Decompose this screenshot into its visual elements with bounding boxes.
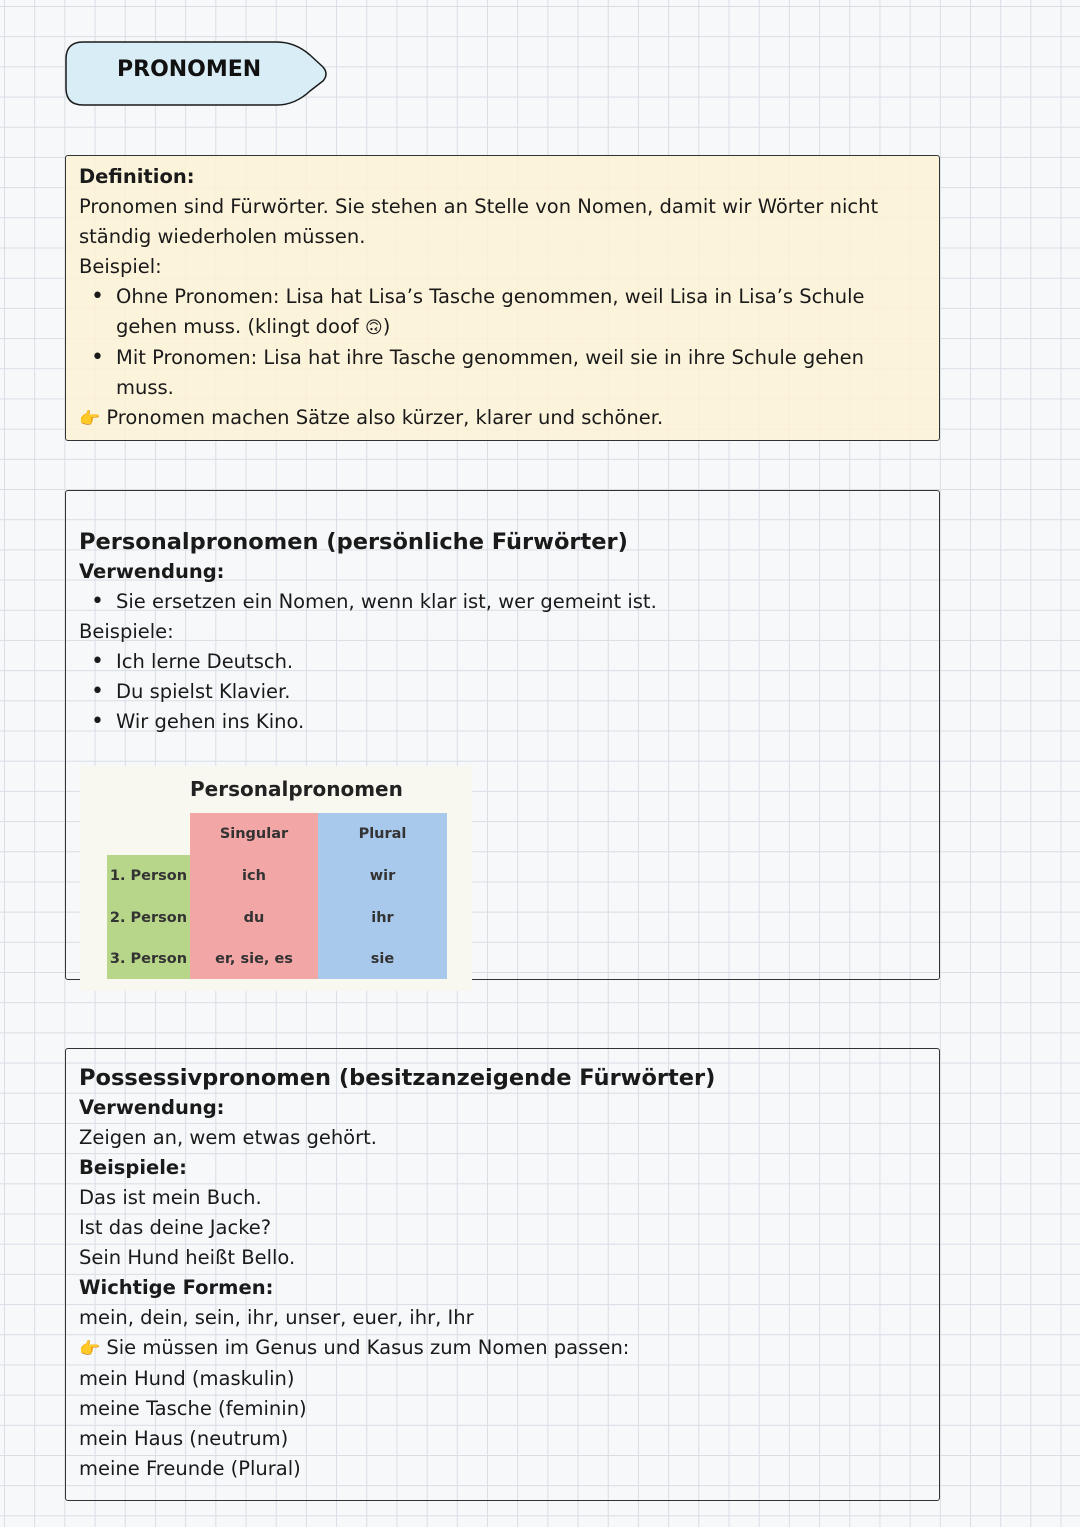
table-cell: ihr xyxy=(318,897,447,939)
pointing-hand-icon: 👉 xyxy=(79,409,101,429)
example-line: Sein Hund heißt Bello. xyxy=(79,1246,296,1269)
upside-down-face-icon: 🙃 xyxy=(364,318,383,338)
form-example: meine Freunde (Plural) xyxy=(79,1457,301,1480)
forms-label: Wichtige Formen: xyxy=(79,1276,274,1299)
table-cell: du xyxy=(190,897,318,939)
table-cell: wir xyxy=(318,855,447,897)
header-plural: Plural xyxy=(318,813,447,855)
header-singular: Singular xyxy=(190,813,318,855)
conclusion: 👉 Pronomen machen Sätze also kürzer, klarer und schöner. xyxy=(79,406,664,429)
list-item: • Sie ersetzen ein Nomen, wenn klar ist, wer gemeint ist. xyxy=(79,587,926,617)
list-item: • Du spielst Klavier. xyxy=(79,677,926,707)
definition-text: Pronomen sind Fürwörter. Sie stehen an Stelle von Nomen, damit wir Wörter nicht ständig wiederholen müssen. xyxy=(79,195,879,248)
list-item: • Wir gehen ins Kino. xyxy=(79,707,926,737)
rule-line: 👉 Sie müssen im Genus und Kasus zum Nomen passen: xyxy=(79,1336,630,1359)
table-cell: ich xyxy=(190,855,318,897)
list-item: • Mit Pronomen: Lisa hat ihre Tasche genommen, weil sie in ihre Schule gehen muss. xyxy=(79,343,926,403)
personal-pronouns-box xyxy=(65,490,940,980)
personal-pronoun-table xyxy=(80,766,472,991)
form-example: mein Haus (neutrum) xyxy=(79,1427,289,1450)
possessive-pronouns-box xyxy=(65,1048,940,1501)
definition-heading: Definition: xyxy=(79,165,195,188)
table-title: Personalpronomen xyxy=(190,777,403,801)
usage-label: Verwendung: xyxy=(79,560,225,583)
definition-box xyxy=(65,155,940,441)
page-title: PRONOMEN xyxy=(117,57,262,82)
row-label: 3. Person xyxy=(107,939,190,979)
forms-text: mein, dein, sein, ihr, unser, euer, ihr, Ihr xyxy=(79,1306,474,1329)
section-title: Possessivpronomen (besitzanzeigende Fürwörter) xyxy=(79,1065,716,1091)
example-line: Ist das deine Jacke? xyxy=(79,1216,272,1239)
form-example: mein Hund (maskulin) xyxy=(79,1367,295,1390)
row-label: 2. Person xyxy=(107,897,190,939)
pointing-hand-icon: 👉 xyxy=(79,1339,101,1359)
list-item: • Ohne Pronomen: Lisa hat Lisa’s Tasche genommen, weil Lisa in Lisa’s Schule gehen muss. (klingt doof 🙃) xyxy=(79,282,926,343)
table-cell: er, sie, es xyxy=(190,939,318,979)
form-example: meine Tasche (feminin) xyxy=(79,1397,307,1420)
row-label: 1. Person xyxy=(107,855,190,897)
title-tag xyxy=(65,41,327,106)
usage-label: Verwendung: xyxy=(79,1096,225,1119)
table-cell: sie xyxy=(318,939,447,979)
section-title: Personalpronomen (persönliche Fürwörter) xyxy=(79,529,628,555)
example-list xyxy=(79,282,926,403)
usage-text: Zeigen an, wem etwas gehört. xyxy=(79,1126,377,1149)
list-item: • Ich lerne Deutsch. xyxy=(79,647,926,677)
example-label: Beispiel: xyxy=(79,255,162,278)
example-line: Das ist mein Buch. xyxy=(79,1186,262,1209)
examples-label: Beispiele: xyxy=(79,1156,187,1179)
examples-label: Beispiele: xyxy=(79,620,174,643)
